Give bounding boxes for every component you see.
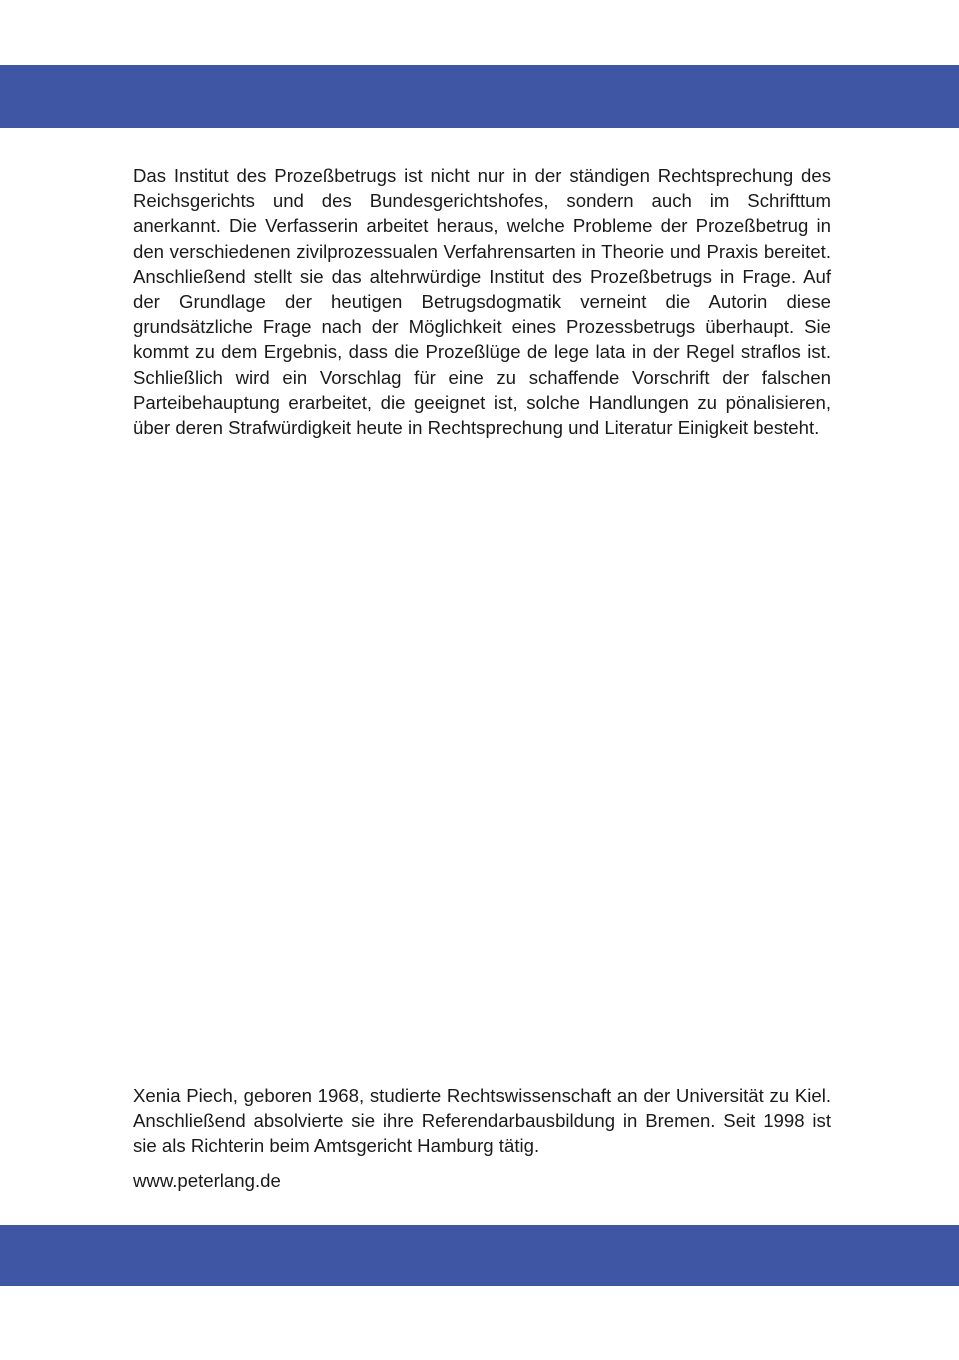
bottom-color-band xyxy=(0,1225,959,1286)
top-color-band xyxy=(0,65,959,128)
author-biography: Xenia Piech, geboren 1968, studierte Rechtswissenschaft an der Universität zu Kiel. Anschließend absolvierte sie ihre Referendarbausbildung in Bremen. Seit 1998 ist sie als Richterin beim Amtsgericht Hamburg tätig. xyxy=(133,1085,831,1157)
book-description: Das Institut des Prozeßbetrugs ist nicht nur in der ständigen Rechtsprechung des Reichsgerichts und des Bundesgerichtshofes, sondern auch im Schrifttum anerkannt. Die Verfasserin arbeitet heraus, welche Probleme der Prozeßbetrug in den verschiedenen zivilprozessualen Verfahrensarten in Theorie und Praxis bereitet. Anschließend stellt sie das altehrwürdige Institut des Prozeßbetrugs in Frage. Auf der Grundlage der heutigen Betrugsdogmatik verneint die Autorin diese grundsätzliche Frage nach der Möglichkeit eines Prozessbetrugs überhaupt. Sie kommt zu dem Ergebnis, dass die Prozeßlüge de lege lata in der Regel straflos ist. Schließlich wird ein Vorschlag für eine zu schaffende Vorschrift der falschen Parteibehauptung erarbeitet, die geeignet ist, solche Handlungen zu pönalisieren, über deren Strafwürdigkeit heute in Rechtsprechung und Literatur Einigkeit besteht. xyxy=(133,165,831,439)
publisher-website: www.peterlang.de xyxy=(133,1170,281,1191)
